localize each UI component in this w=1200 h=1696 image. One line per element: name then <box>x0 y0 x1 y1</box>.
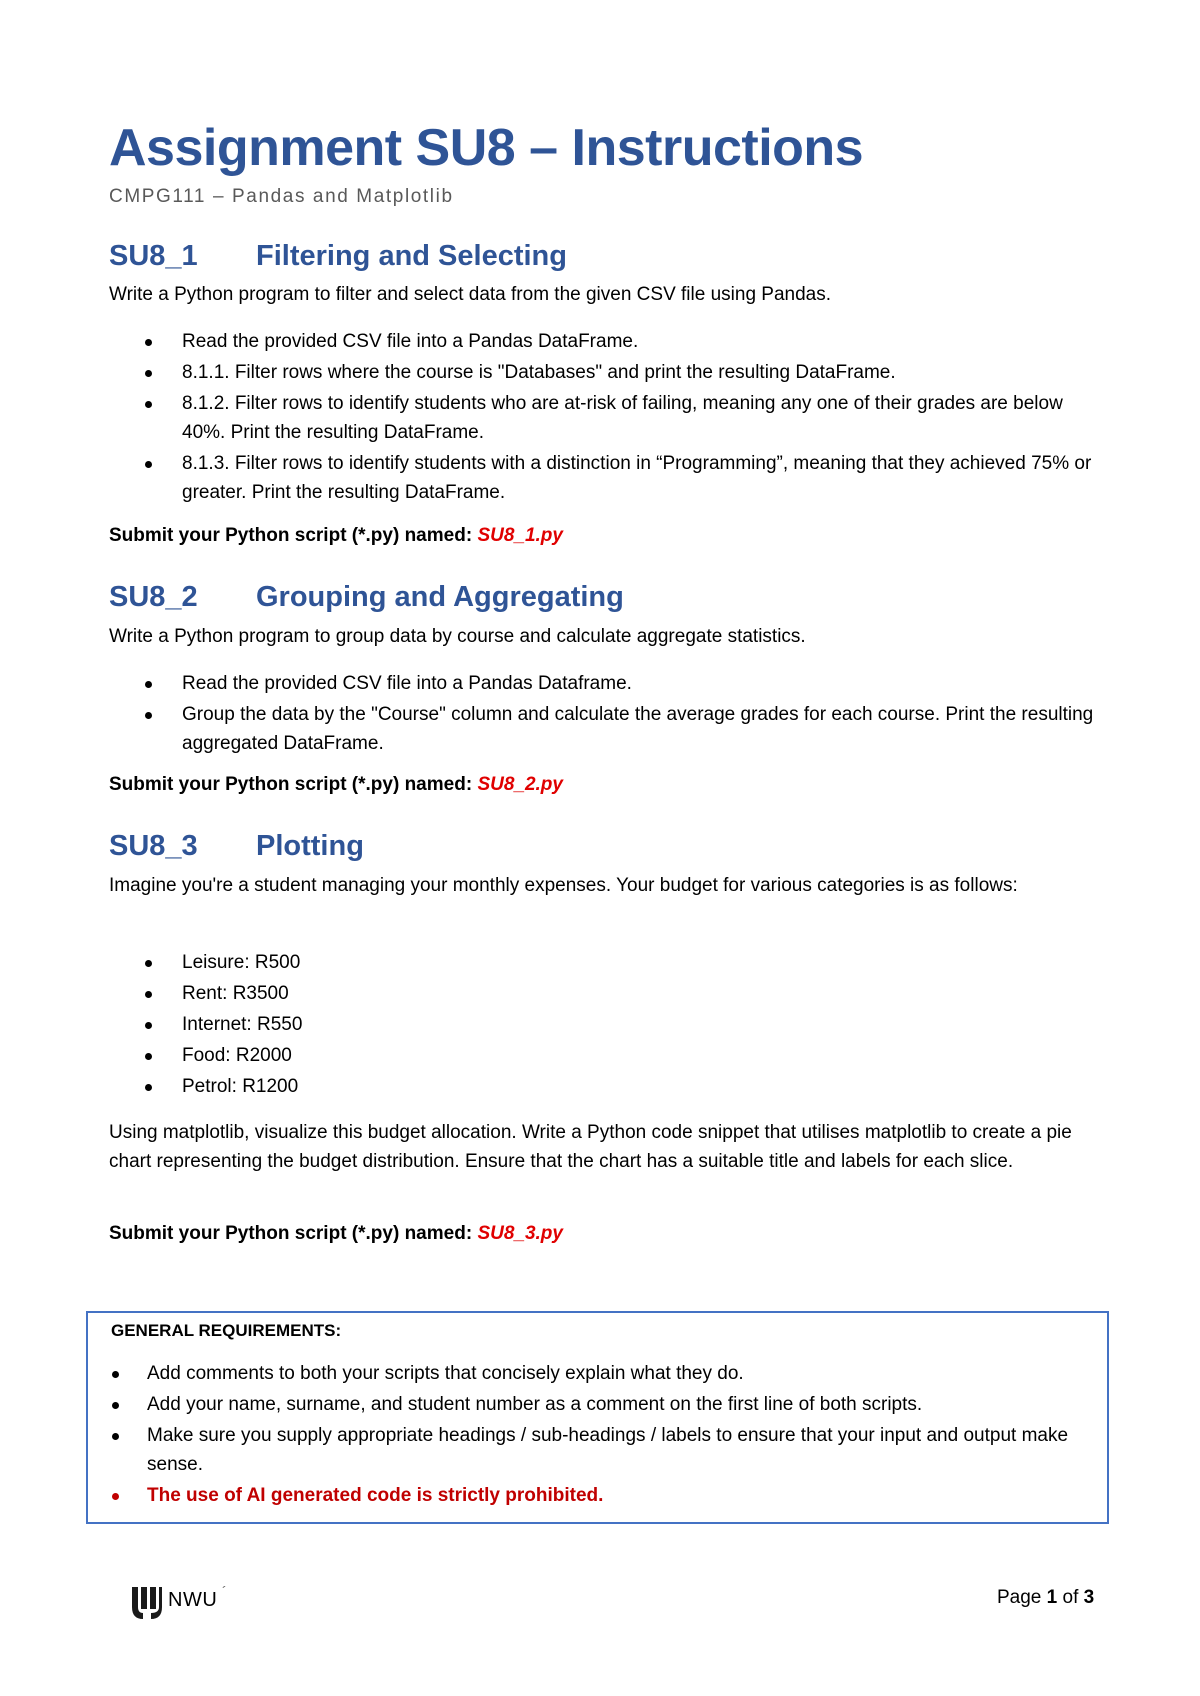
submit-instruction <box>109 525 563 547</box>
submit-instruction <box>109 774 563 796</box>
su8-1-bullet-list <box>109 327 1099 509</box>
list-item: Rent: R3500 <box>109 979 1099 1008</box>
page-total: 3 <box>1083 1587 1095 1608</box>
page-subtitle: CMPG111 – Pandas and Matplotlib <box>109 186 454 207</box>
submit-label: Submit your Python script (*.py) named: <box>109 774 473 795</box>
list-item: Leisure: R500 <box>109 948 1099 977</box>
list-item: Add comments to both your scripts that concisely explain what they do. <box>88 1359 1088 1388</box>
list-item: 8.1.3. Filter rows to identify students with a distinction in “Programming”, meaning that they achieved 75% or greater. Print the resulting DataFrame. <box>109 449 1099 507</box>
section-heading-su8-2 <box>109 581 624 614</box>
nwu-logo <box>130 1583 240 1619</box>
submit-label: Submit your Python script (*.py) named: <box>109 525 473 546</box>
list-item: Read the provided CSV file into a Pandas DataFrame. <box>109 327 1099 356</box>
page-label: Page <box>997 1587 1042 1608</box>
submit-filename: SU8_3.py <box>477 1223 563 1244</box>
list-item: Read the provided CSV file into a Pandas Dataframe. <box>109 669 1099 698</box>
requirements-list <box>88 1359 1088 1512</box>
su8-2-bullet-list <box>109 669 1099 760</box>
list-item: Food: R2000 <box>109 1041 1099 1070</box>
page-title: Assignment SU8 – Instructions <box>109 119 864 177</box>
ai-warning: The use of AI generated code is strictly prohibited. <box>88 1481 1088 1510</box>
logo-text: NWU <box>168 1589 218 1611</box>
list-item: Internet: R550 <box>109 1010 1099 1039</box>
submit-filename: SU8_1.py <box>477 525 563 546</box>
page-current: 1 <box>1046 1587 1058 1608</box>
submit-filename: SU8_2.py <box>477 774 563 795</box>
section-heading-su8-3 <box>109 830 364 863</box>
submit-instruction <box>109 1223 563 1245</box>
list-item: 8.1.1. Filter rows where the course is "Databases" and print the resulting DataFrame. <box>109 358 1099 387</box>
section-title: Grouping and Aggregating <box>256 581 624 613</box>
section-title: Filtering and Selecting <box>256 240 567 272</box>
list-item: Add your name, surname, and student number as a comment on the first line of both scripts. <box>88 1390 1088 1419</box>
list-item: Group the data by the "Course" column and calculate the average grades for each course. Print the resulting aggregated DataFrame. <box>109 700 1099 758</box>
section-title: Plotting <box>256 830 364 862</box>
section-intro: Write a Python program to group data by course and calculate aggregate statistics. <box>109 626 806 647</box>
submit-label: Submit your Python script (*.py) named: <box>109 1223 473 1244</box>
list-item: 8.1.2. Filter rows to identify students who are at-risk of failing, meaning any one of their grades are below 40%. Print the resulting DataFrame. <box>109 389 1099 447</box>
section-number: SU8_3 <box>109 830 198 862</box>
section-number: SU8_1 <box>109 240 198 272</box>
section-intro: Write a Python program to filter and select data from the given CSV file using Pandas. <box>109 284 832 305</box>
section-body: Using matplotlib, visualize this budget allocation. Write a Python code snippet that utilises matplotlib to create a pie chart representing the budget distribution. Ensure that the chart has a suitable title and labels for each slice. <box>109 1122 1072 1172</box>
list-item: Make sure you supply appropriate headings / sub-headings / labels to ensure that your input and output make sense. <box>88 1421 1088 1479</box>
section-heading-su8-1 <box>109 240 567 273</box>
page-of: of <box>1062 1587 1079 1608</box>
list-item: Petrol: R1200 <box>109 1072 1099 1101</box>
general-requirements-box <box>86 1311 1109 1524</box>
section-intro: Imagine you're a student managing your monthly expenses. Your budget for various categories is as follows: <box>109 875 1018 896</box>
budget-list <box>109 948 1099 1103</box>
requirements-heading: GENERAL REQUIREMENTS: <box>111 1321 342 1340</box>
nwu-logo-icon <box>130 1583 164 1619</box>
section-number: SU8_2 <box>109 581 198 613</box>
logo-mark-symbol: ´ <box>222 1583 227 1599</box>
page-number <box>997 1587 1094 1609</box>
